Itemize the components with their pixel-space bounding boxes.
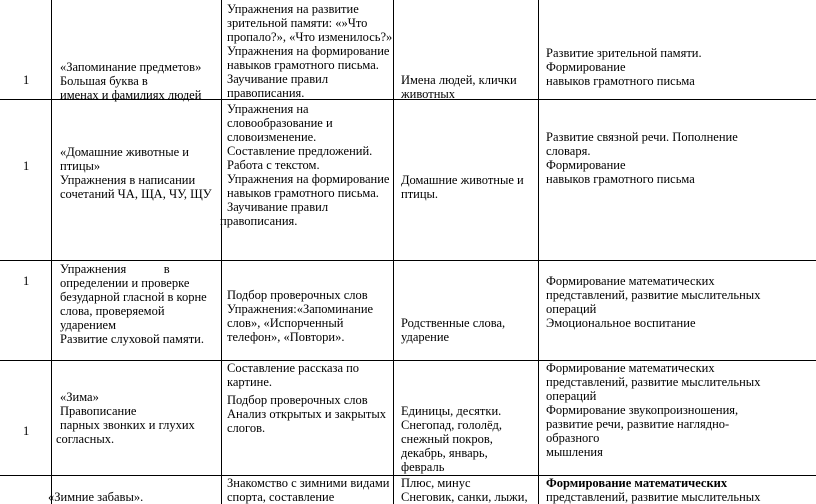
col-border-3 — [393, 0, 394, 504]
row4-exercises-words: Подбор проверочных слов Анализ открытых и закрытых слогов. — [227, 393, 387, 435]
row2-exercises: Упражнения на словообразование и словоизменение. Составление предложений. Работа с текстом. Упражнения на формирование навыков грамотного письма. Заучивание правил правописания. — [220, 102, 390, 228]
row5-topic: «Зимние забавы». — [48, 490, 144, 504]
row5-exercises: Знакомство с зимними видами спорта, составление — [227, 476, 390, 504]
row4-exercises-story: Составление рассказа по картине. — [227, 361, 360, 389]
row4-goals: Формирование математических представлений, развитие мыслительных операций Формирование звукопроизношения, развитие речи, развитие наглядно- образного мышления — [546, 361, 761, 459]
row1-goals: Развитие зрительной памяти. Формирование навыков грамотного письма — [546, 46, 702, 88]
col-border-2 — [221, 0, 222, 504]
row2-number: 1 — [23, 159, 30, 173]
row2-vocabulary: Домашние животные и птицы. — [401, 173, 524, 201]
row2-topic: «Домашние животные и птицы» Упражнения в написании сочетаний ЧА, ЩА, ЧУ, ЩУ — [60, 145, 212, 201]
row1-exercises: Упражнения на развитие зрительной памяти: «»Что пропало?», «Что изменилось?» Упражнения на формирование навыков грамотного письма. Заучивание правил правописания. — [227, 2, 393, 100]
row-border-2 — [0, 260, 816, 261]
row2-goals: Развитие связной речи. Пополнение словаря. Формирование навыков грамотного письма — [546, 130, 738, 186]
row3-number: 1 — [23, 274, 30, 288]
row4-number: 1 — [23, 424, 30, 438]
row1-number: 1 — [23, 73, 30, 87]
row3-vocabulary: Родственные слова, ударение — [401, 316, 506, 344]
col-border-1 — [51, 0, 52, 504]
row5-vocabulary: Плюс, минус Снеговик, санки, лыжи, — [401, 476, 528, 504]
row5-goals: Формирование математических представлений, развитие мыслительных — [546, 476, 761, 504]
row3-topic: Упражнения в определении и проверке безударной гласной в корне слова, проверяемой ударением Развитие слуховой памяти. — [60, 262, 207, 346]
row4-vocabulary: Единицы, десятки. Снегопад, гололёд, снежный покров, декабрь, январь, февраль — [401, 404, 502, 474]
row1-topic: «Запоминание предметов» Большая буква в именах и фамилиях людей — [60, 60, 202, 102]
row3-goals: Формирование математических представлений, развитие мыслительных операций Эмоциональное воспитание — [546, 274, 761, 330]
row4-topic: «Зима» Правописание парных звонких и глухих согласных. — [56, 390, 195, 446]
row1-vocabulary: Имена людей, клички животных — [401, 73, 517, 101]
col-border-4 — [538, 0, 539, 504]
row3-exercises: Подбор проверочных слов Упражнения:«Запоминание слов», «Испорченный телефон», «Повтори». — [227, 288, 374, 344]
